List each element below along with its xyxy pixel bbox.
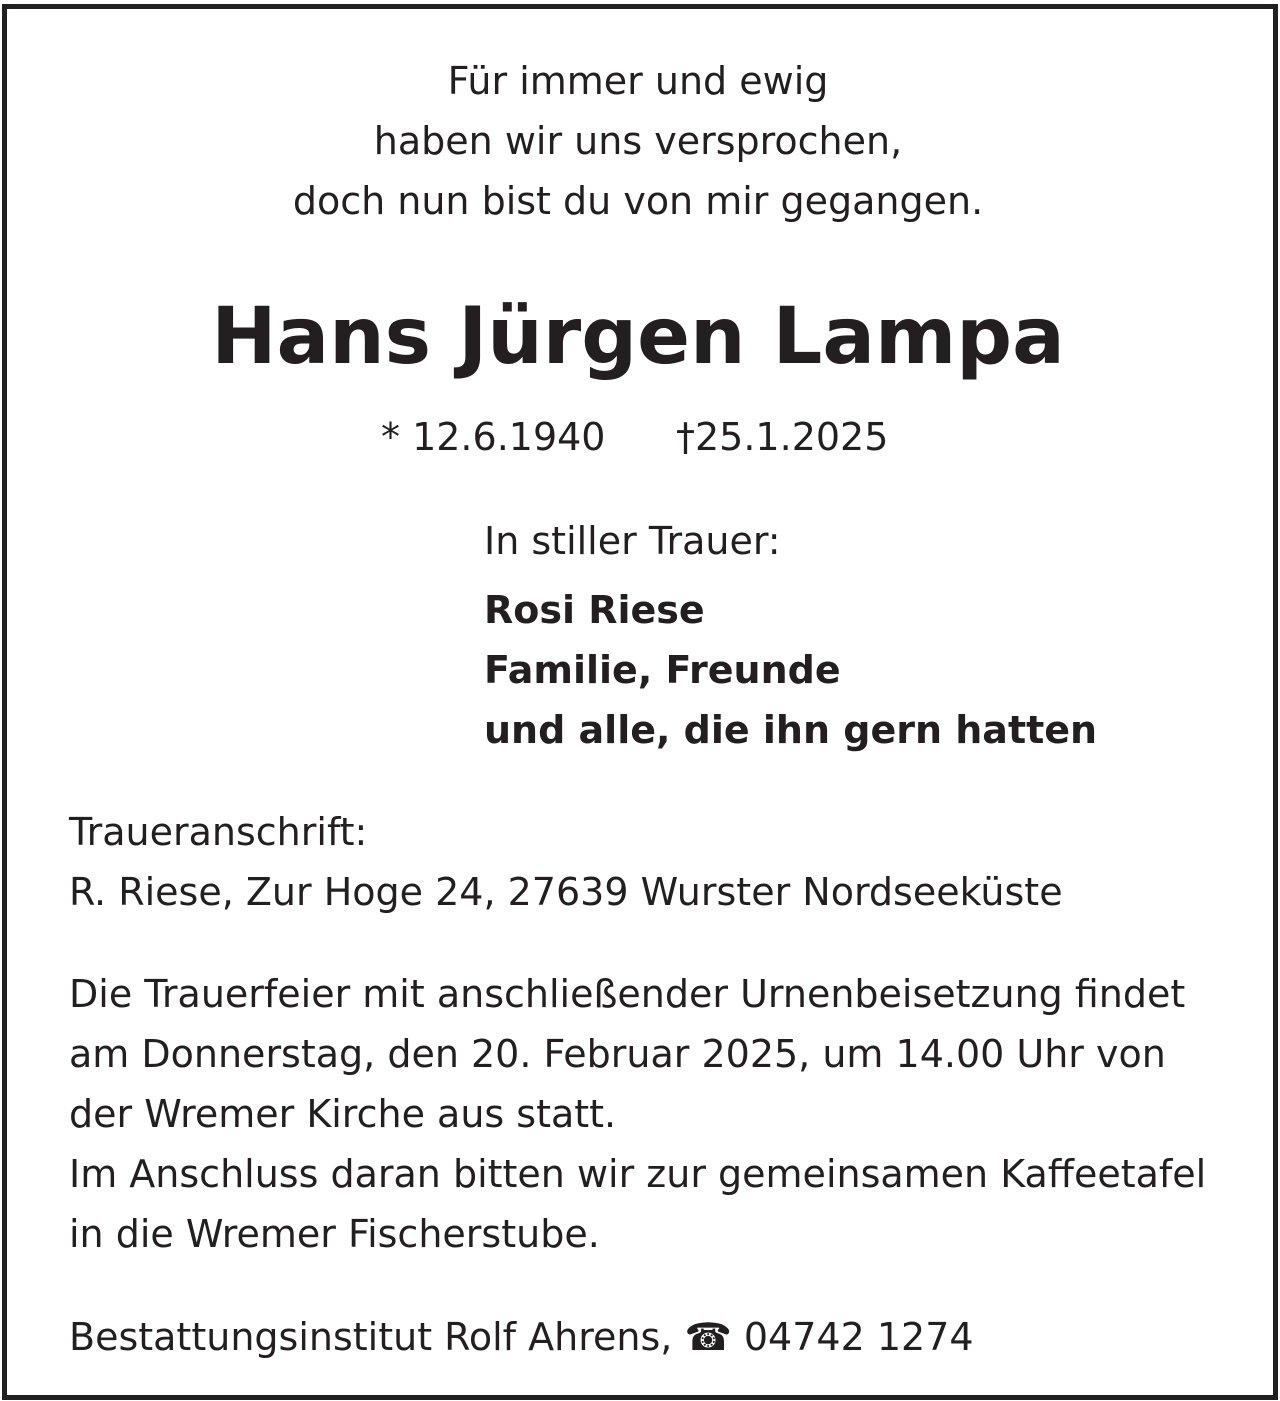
ceremony-line-3: der Wremer Kirche aus statt. [69,1092,617,1136]
funeral-home-name: Bestattungsinstitut Rolf Ahrens, [69,1315,673,1359]
mourning-intro: In stiller Trauer: [484,519,781,563]
ceremony-line-5: in die Wremer Fischerstube. [69,1212,600,1256]
deceased-name: Hans Jürgen Lampa [211,292,1065,382]
poem-line-2: haben wir uns versprochen, [373,119,903,163]
mourner-name: Familie, Freunde [484,648,841,692]
telephone-icon: ☎ [684,1315,732,1359]
birth-date: * 12.6.1940 [381,415,606,459]
poem-line-1: Für immer und ewig [447,59,829,103]
ceremony-line-1: Die Trauerfeier mit anschließender Urnenbeisetzung findet [69,972,1186,1016]
address-value: R. Riese, Zur Hoge 24, 27639 Wurster Nordseeküste [69,870,1063,914]
mourner-name: Rosi Riese [484,588,705,632]
funeral-home [69,1315,974,1359]
poem-line-3: doch nun bist du von mir gegangen. [292,179,984,223]
address-label: Traueranschrift: [69,810,368,854]
mourner-name: und alle, die ihn gern hatten [484,708,1098,752]
ceremony-line-4: Im Anschluss daran bitten wir zur gemeinsamen Kaffeetafel [69,1152,1207,1196]
funeral-home-phone: 04742 1274 [743,1315,974,1359]
ceremony-line-2: am Donnerstag, den 20. Februar 2025, um 14.00 Uhr von [69,1032,1166,1076]
death-date: †25.1.2025 [676,415,889,459]
